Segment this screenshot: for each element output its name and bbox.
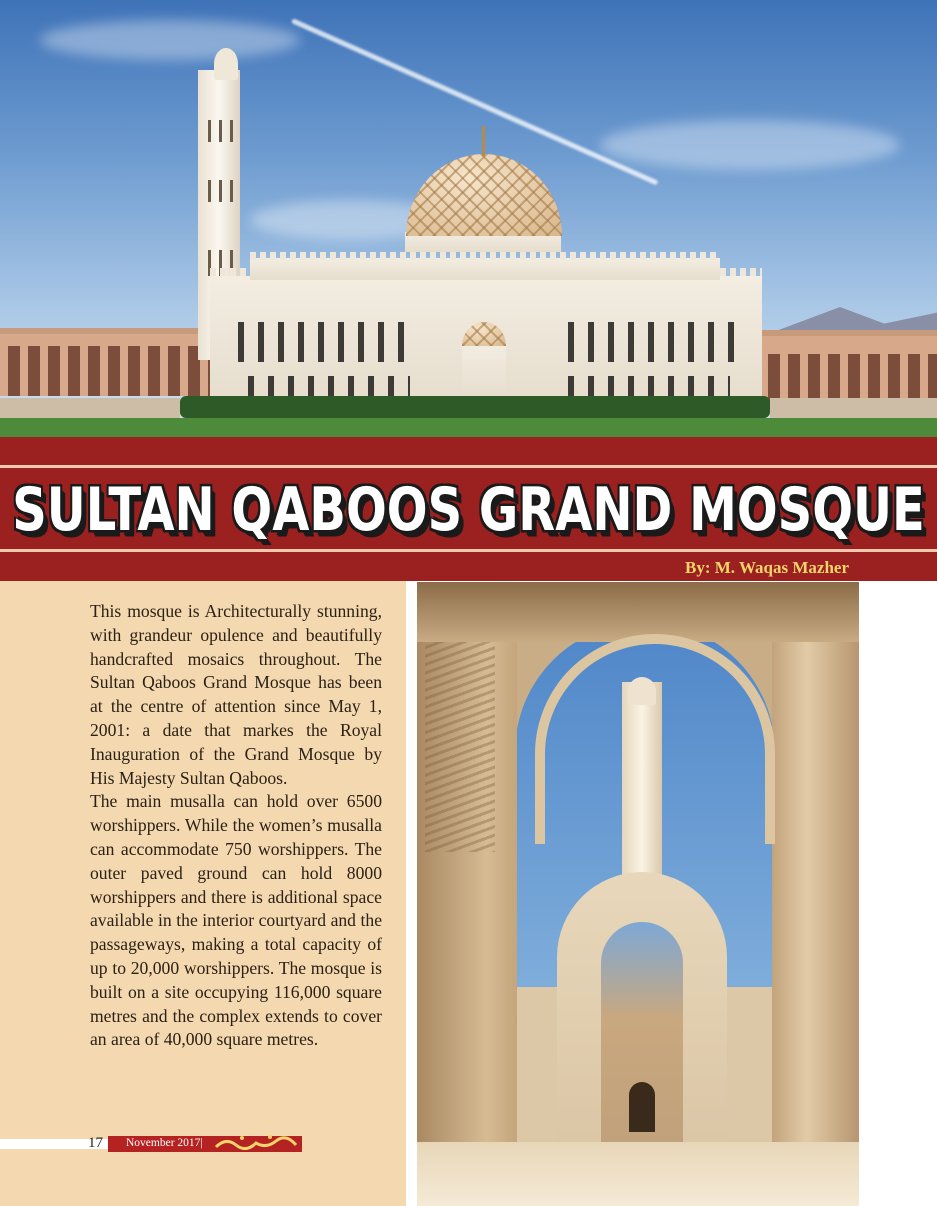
page-footer (0, 1135, 406, 1155)
article-title: SULTAN QABOOS GRAND MOSQUE (12, 475, 925, 545)
title-band (0, 437, 937, 581)
arch-minaret-photo (417, 582, 859, 1206)
magazine-logo (212, 1133, 298, 1153)
article-body (90, 600, 382, 1052)
issue-bar (108, 1136, 302, 1152)
page-number: 17 (88, 1135, 103, 1151)
band-rule-top (0, 465, 937, 468)
text-column (0, 581, 406, 1206)
article-paragraph-1: This mosque is Architecturally stunning, with grandeur opulence and beautifully handcrafted mosaics throughout. The Sultan Qaboos Grand Mosque has been at the centre of attention since May 1, 2001: a date that markes the Royal Inauguration of the Grand Mosque by His Majesty Sultan Qaboos. (90, 601, 382, 788)
band-rule-bottom (0, 549, 937, 552)
issue-date: November 2017| (126, 1137, 203, 1149)
author-byline: By: M. Waqas Mazher (684, 558, 849, 577)
article-paragraph-2: The main musalla can hold over 6500 worshippers. While the women’s musalla can accommodate 750 worshippers. The outer paved ground can hold 8000 worshippers and there is additional space available in the interior courtyard and the passageways, making a total capacity of up to 20,000 worshippers. The mosque is built on a site occupying 116,000 square metres and the complex extends to cover an area of 40,000 square metres. (90, 791, 382, 1050)
hero-mosque-photo (0, 0, 937, 437)
